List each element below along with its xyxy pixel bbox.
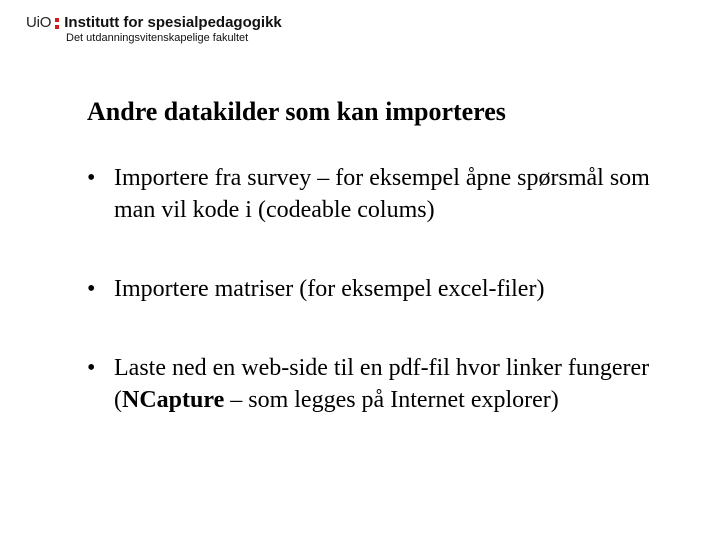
bullet-marker: • [87,276,96,302]
bullet-text-after: – som legges på Internet explorer) [224,387,559,413]
bullet-list [87,162,687,416]
faculty-name: Det utdanningsvitenskapelige fakultet [66,32,249,44]
slide-title: Andre datakilder som kan importeres [87,97,506,126]
bullet-text: Importere fra survey – for eksempel åpne spørsmål som man vil kode i (codeable colums) [114,165,650,223]
bullet-text-bold: NCapture [122,387,225,413]
logo-dots-icon [55,18,59,29]
bullet-item [87,273,687,305]
bullet-marker: • [87,165,96,191]
bullet-item [87,352,687,416]
bullet-item [87,162,687,226]
bullet-text: Importere matriser (for eksempel excel-filer) [114,276,545,302]
institute-name: Institutt for spesialpedagogikk [64,14,282,31]
logo-row [26,14,282,32]
uio-logo-text: UiO [26,14,52,31]
uio-header-logo [26,14,282,48]
bullet-marker: • [87,355,96,381]
bullet-text-before: Laste ned en web-side til en pdf-fil hvor linker fungerer ( [114,355,650,413]
